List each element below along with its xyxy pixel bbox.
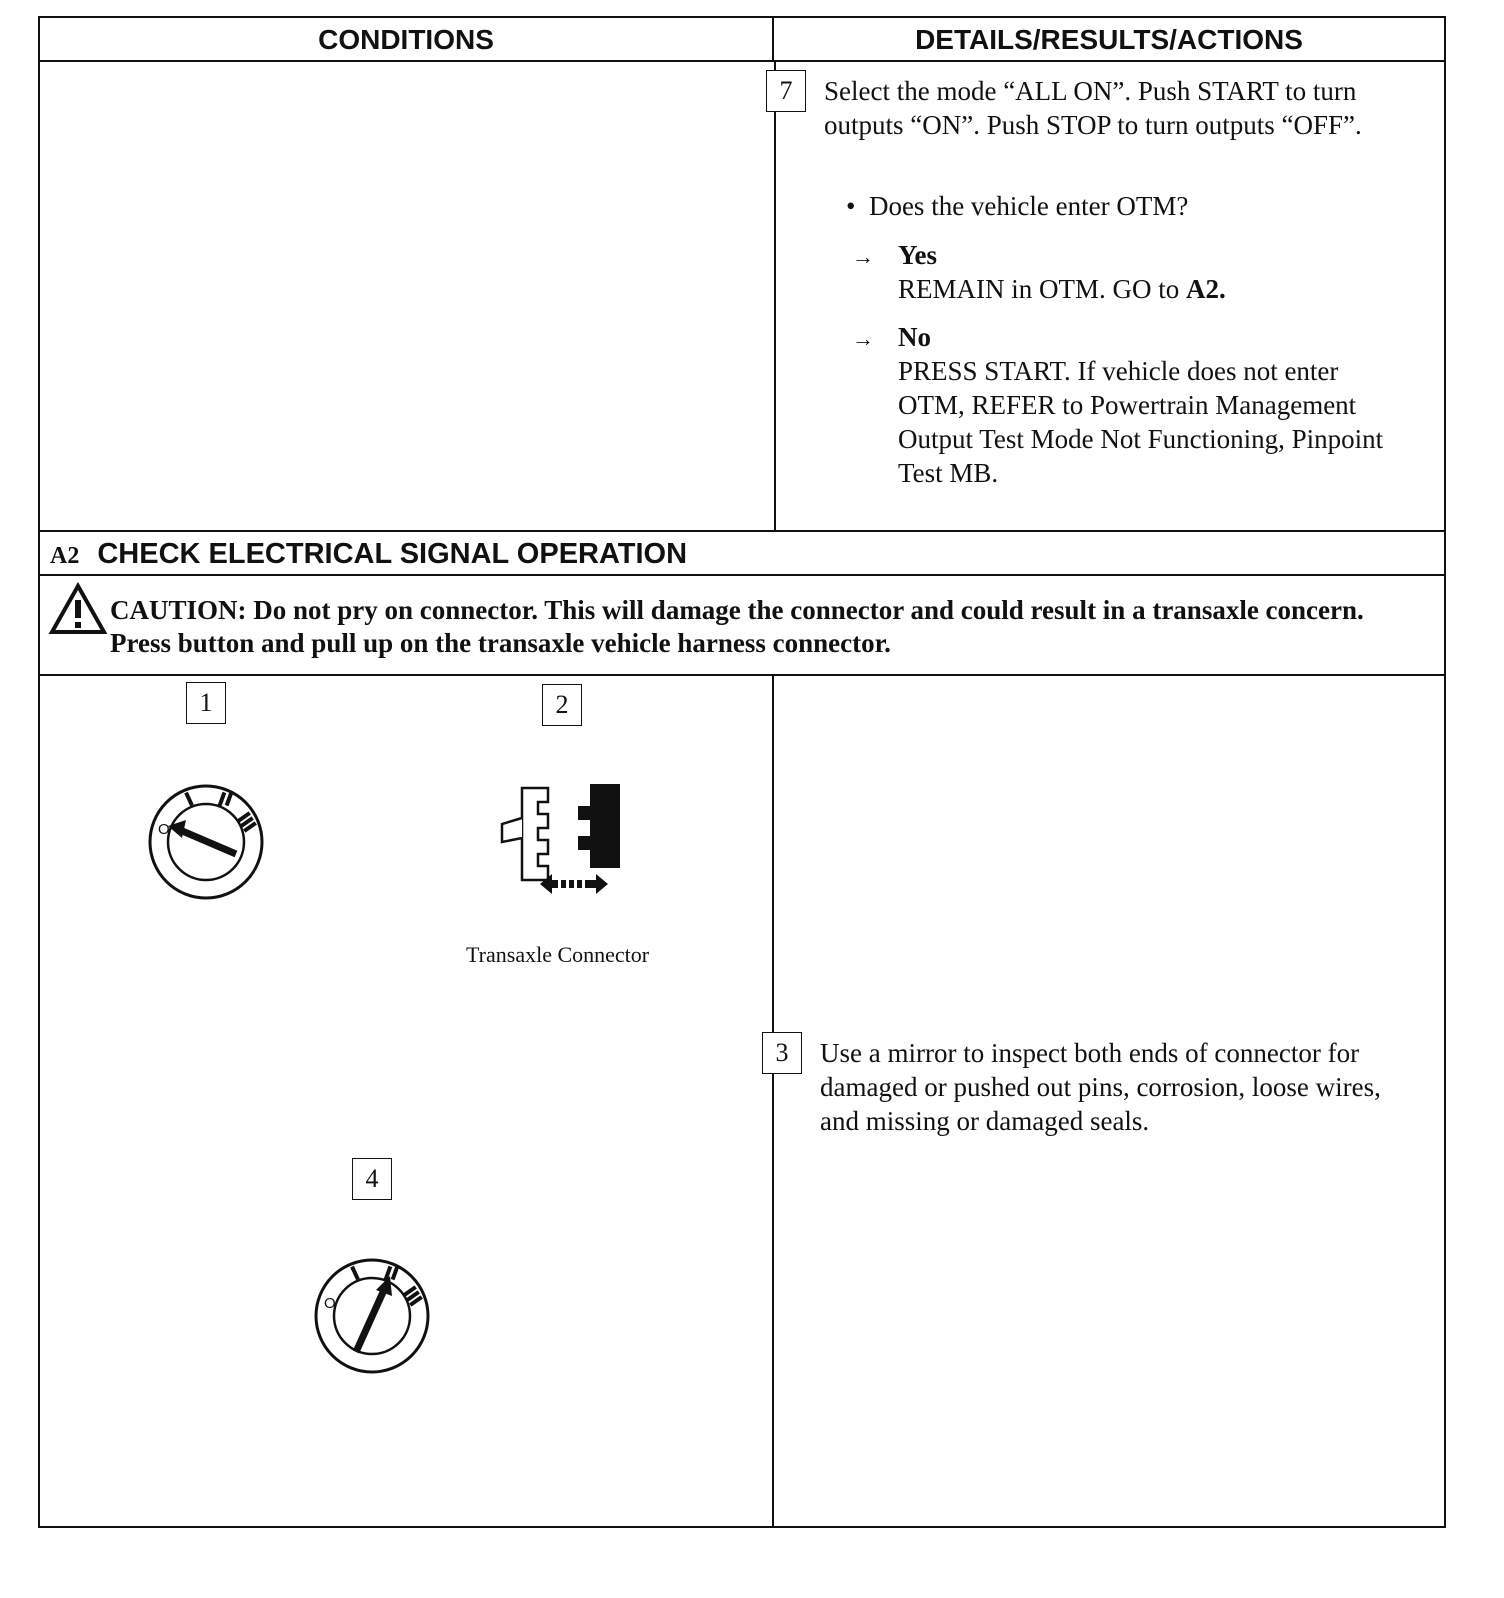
connector-caption: Transaxle Connector (466, 942, 650, 967)
yes-label: Yes (898, 240, 937, 270)
ignition-switch-off-icon (144, 782, 268, 902)
no-label: No (898, 322, 931, 352)
section-name: CHECK ELECTRICAL SIGNAL OPERATION (97, 538, 688, 570)
step-1-box: 1 (186, 682, 226, 724)
bullet-icon: • (846, 191, 869, 221)
section-id: A2 (50, 543, 80, 569)
right-arrow-icon: → (852, 244, 874, 269)
yes-action: REMAIN in OTM. GO to A2. (898, 274, 1226, 304)
row-divider-1 (40, 530, 1444, 532)
bottom-row-divider (772, 676, 774, 1526)
svg-text:O: O (324, 1295, 336, 1312)
details-header: DETAILS/RESULTS/ACTIONS (774, 18, 1444, 62)
caution-text: CAUTION: Do not pry on connector. This will damage the connector and could result in a transaxle concern. Press button and pull up on the transaxle vehicle harness connector. (110, 595, 1364, 658)
procedure-table (38, 16, 1446, 1528)
row-divider-3 (40, 674, 1444, 676)
conditions-header: CONDITIONS (40, 18, 774, 62)
step-3-text: Use a mirror to inspect both ends of connector for damaged or pushed out pins, corrosion, loose wires, and missing or damaged seals. (820, 1038, 1381, 1136)
warning-triangle-icon (48, 582, 108, 636)
step-2-box: 2 (542, 684, 582, 726)
section-title (50, 534, 687, 576)
ignition-switch-on-icon (310, 1256, 434, 1376)
disconnect-connector-icon (496, 778, 626, 902)
step-7-question: • Does the vehicle enter OTM? (846, 191, 1189, 221)
no-action: PRESS START. If vehicle does not enter OTM, REFER to Powertrain Management Output Test Mode Not Functioning, Pinpoint Test MB. (898, 356, 1384, 488)
svg-text:O: O (158, 821, 170, 838)
step-7-text: Select the mode “ALL ON”. Push START to turn outputs “ON”. Push STOP to turn outputs “OFF”. (824, 76, 1362, 140)
step-7-box: 7 (766, 70, 806, 112)
step-4-box: 4 (352, 1158, 392, 1200)
right-arrow-icon: → (852, 326, 874, 351)
step-3-box: 3 (762, 1032, 802, 1074)
top-row-divider (774, 62, 776, 530)
